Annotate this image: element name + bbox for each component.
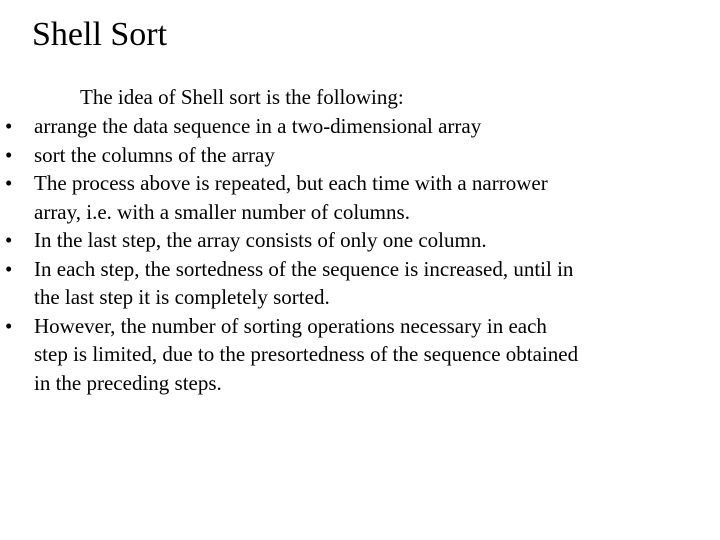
- intro-text: The idea of Shell sort is the following:: [80, 85, 404, 109]
- bullet-line: arrange the data sequence in a two-dimensional array: [34, 114, 482, 138]
- bullet-line: array, i.e. with a smaller number of columns.: [34, 199, 410, 224]
- bullet-line: However, the number of sorting operations necessary in each: [34, 313, 547, 338]
- bullet-item: [0, 141, 720, 170]
- bullet-line: step is limited, due to the presortedness of the sequence obtained: [34, 342, 579, 366]
- slide-title: Shell Sort: [32, 16, 168, 53]
- bullet-list: [0, 112, 720, 397]
- bullet-line: In each step, the sortedness of the sequence is increased, until in: [34, 256, 574, 281]
- bullet-line: sort the columns of the array: [34, 142, 275, 167]
- bullet-icon: •: [5, 313, 13, 338]
- bullet-item: [0, 226, 720, 255]
- bullet-icon: •: [5, 114, 13, 138]
- bullet-icon: •: [5, 142, 13, 167]
- bullet-line: the last step it is completely sorted.: [34, 285, 330, 309]
- bullet-line: The process above is repeated, but each time with a narrower: [34, 171, 548, 195]
- bullet-item: [0, 169, 720, 226]
- bullet-line: in the preceding steps.: [34, 370, 222, 395]
- bullet-icon: •: [5, 171, 13, 195]
- bullet-item: [0, 312, 720, 398]
- bullet-item: [0, 255, 720, 312]
- bullet-line: In the last step, the array consists of only one column.: [34, 228, 487, 252]
- bullet-icon: •: [5, 256, 13, 281]
- bullet-icon: •: [5, 228, 13, 252]
- bullet-item: [0, 112, 720, 141]
